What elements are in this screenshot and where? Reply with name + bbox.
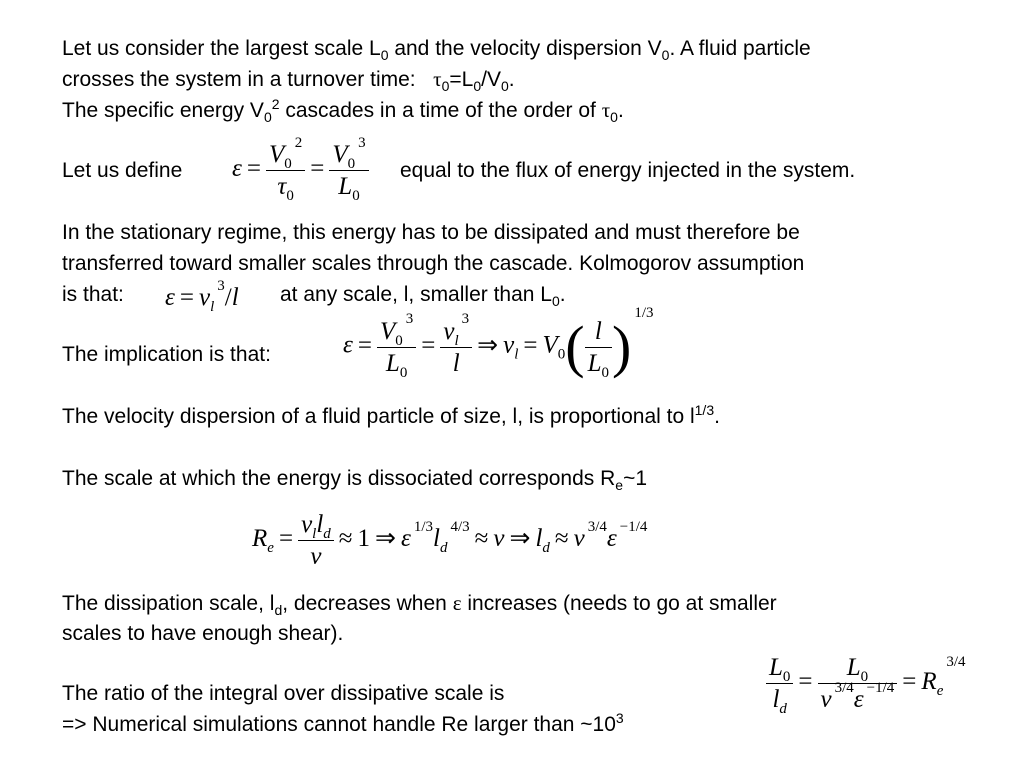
text-dissipation-2: scales to have enough shear). xyxy=(62,622,344,645)
text-let-us-define: Let us define xyxy=(62,159,183,182)
text-flux-definition: equal to the flux of energy injected in the system. xyxy=(400,159,856,182)
text-line-specific-energy: The specific energy $V_0^2$ cascades in a time of the order of $\tau_0$. xyxy=(62,96,624,126)
equation-kolmogorov-assumption: $\varepsilon = v_l^3/l$ xyxy=(165,277,239,315)
text-any-scale: at any scale, l, smaller than $L_0$. xyxy=(280,283,566,310)
text-velocity-dispersion: The velocity dispersion of a fluid particle of size, l, is proportional to $l^{1/3}$. xyxy=(62,402,720,428)
text-numerical-simulations: => Numerical simulations cannot handle Re larger than $\sim 10^3$ xyxy=(62,710,624,736)
text-line-turnover: crosses the system in a turnover time: $\tau_0=L_0/V_0$. xyxy=(62,67,515,95)
text-dissociation-scale: The scale at which the energy is dissociated corresponds $R_e\sim 1$ xyxy=(62,467,648,494)
right-paren: ) xyxy=(612,314,632,379)
text-stationary-3: is that: xyxy=(62,283,124,306)
equation-epsilon-definition: ε = $\frac{V_0^2}{\tau_0}$ = $\frac{V_0^3}{L_0}$ xyxy=(232,142,369,199)
left-paren: ( xyxy=(565,314,585,379)
text-stationary-1: In the stationary regime, this energy has to be dissipated and must therefore be xyxy=(62,221,800,244)
text-stationary-2: transferred toward smaller scales through the cascade. Kolmogorov assumption xyxy=(62,252,805,275)
equation-reynolds: $R_e$ = $\frac{v_ll_d}{\nu}$ ≈ 1 ⇒ ε $^{1/3}l_d^{4/3} \approx \nu$ ⇒ $l_d \approx \nu$ $^{3/4}$ε $^{-1/4}$ xyxy=(252,511,648,570)
text-dissipation-1: The dissipation scale, $l_d$, decreases when ε increases (needs to go at smaller xyxy=(62,591,777,619)
equation-implication: ε = $\frac{V_0^3}{L_0}$ = $\frac{v_l^3}{l}$ ⇒ $v_l = V_0$( $\frac{l}{L_0}$ )$^{1/3}$ xyxy=(343,305,654,381)
text-line-largest-scale: Let us consider the largest scale $L_0$ and the velocity dispersion $V_0$. A fluid particle xyxy=(62,37,811,64)
equation-scale-ratio: $\frac{L_0}{l_d}$ = $\frac{L_0}{\nu ^{3/4}\varepsilon ^{-1/4}}$ = $R_e^{3/4}$ xyxy=(766,655,966,712)
text-ratio: The ratio of the integral over dissipative scale is xyxy=(62,682,505,705)
text-implication: The implication is that: xyxy=(62,343,271,366)
